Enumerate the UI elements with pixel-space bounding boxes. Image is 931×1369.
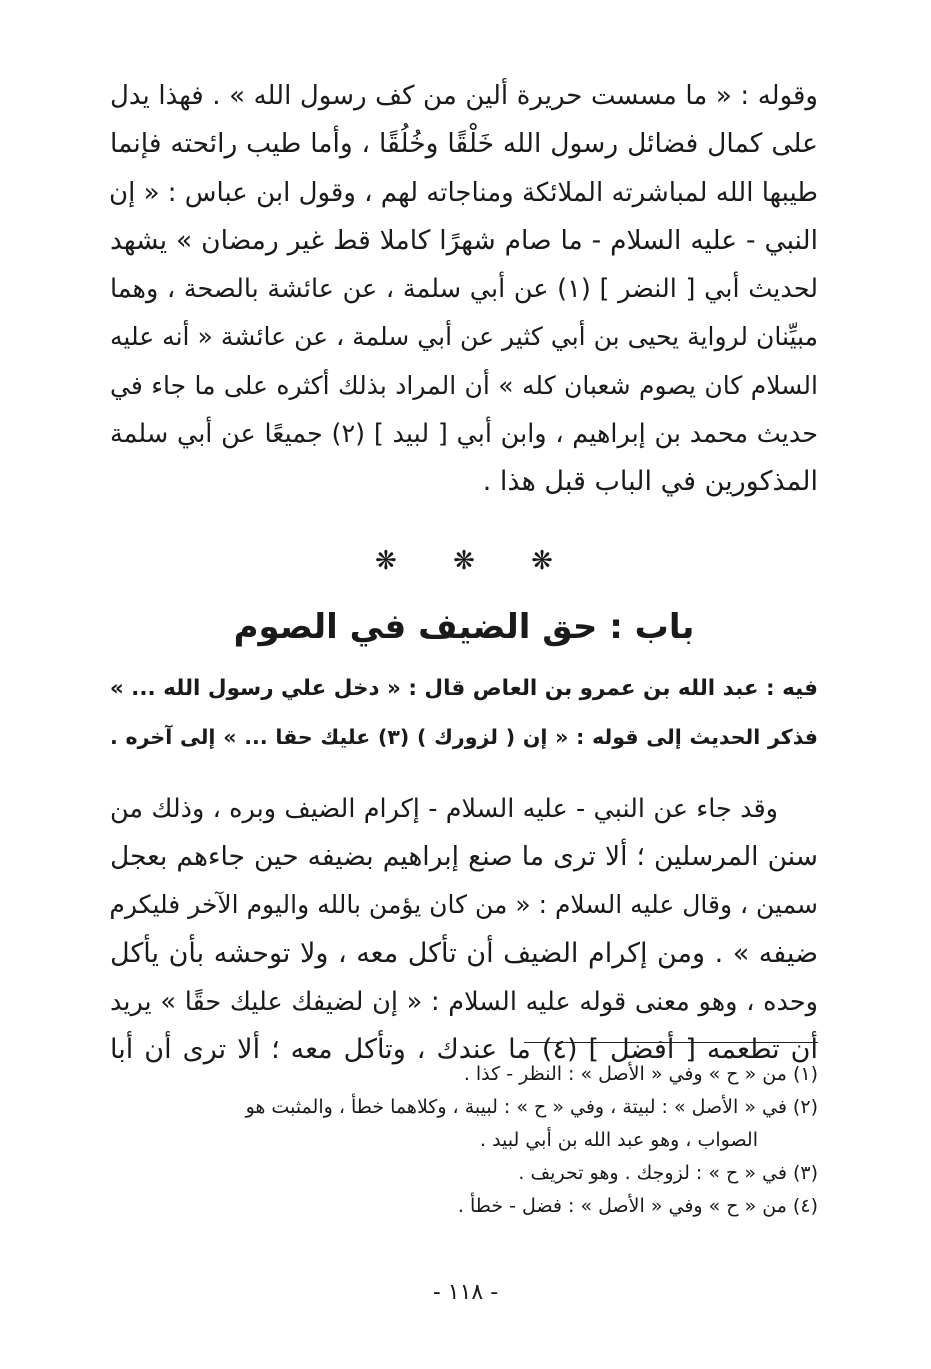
page-body xyxy=(110,72,818,1074)
footnote-1: (١) من « ح » وفي « الأصل » : النظر - كذا . xyxy=(463,1063,818,1085)
page-number: - ١١٨ - xyxy=(432,1280,499,1305)
hadith-intro xyxy=(110,665,818,761)
section-separator xyxy=(110,541,818,581)
asterism-mark: ❋ xyxy=(531,545,553,576)
chapter-heading: باب : حق الضيف في الصوم xyxy=(233,606,695,647)
text-line: على كمال فضائل رسول الله خَلْقًا وخُلُقًا ، وأما طيب رائحته فإنما xyxy=(110,128,818,160)
text-line: وحده ، وهو معنى قوله عليه السلام : « إن لضيفك عليك حقًا » يريد xyxy=(110,986,818,1017)
footnote-2-continued: الصواب ، وهو عبد الله بن أبي لبيد . xyxy=(480,1129,758,1151)
paragraph-top xyxy=(110,72,818,507)
footnote-divider xyxy=(524,1042,818,1043)
asterism-mark: ❋ xyxy=(453,545,475,576)
text-line: وقوله : « ما مسست حريرة ألين من كف رسول الله » . فهذا يدل xyxy=(110,81,818,111)
footnote-4: (٤) من « ح » وفي « الأصل » : فضل - خطأ . xyxy=(457,1195,818,1217)
text-line: مبيِّنان لرواية يحيى بن أبي كثير عن أبي سلمة ، عن عائشة « أنه عليه xyxy=(110,322,818,352)
text-line: السلام كان يصوم شعبان كله » أن المراد بذلك أكثره على ما جاء في xyxy=(110,370,818,400)
footnote-2: (٢) في « الأصل » : لبيتة ، وفي « ح » : لبيبة ، وكلاهما خطأ ، والمثبت هو xyxy=(245,1096,818,1118)
text-line: سنن المرسلين ؛ ألا ترى ما صنع إبراهيم بضيفه حين جاءهم بعجل xyxy=(110,840,818,872)
text-line: طيبها الله لمباشرته الملائكة ومناجاته لهم ، وقول ابن عباس : « إن xyxy=(109,177,818,208)
text-line: ضيفه » . ومن إكرام الضيف أن تأكل معه ، ولا توحشه بأن يأكل xyxy=(110,937,818,969)
text-line: لحديث أبي [ النضر ] (١) عن أبي سلمة ، عن عائشة بالصحة ، وهما xyxy=(110,274,819,305)
footnotes xyxy=(110,1058,818,1223)
text-line: وقد جاء عن النبي - عليه السلام - إكرام الضيف وبره ، وذلك من xyxy=(110,793,778,824)
asterism-mark: ❋ xyxy=(375,545,397,576)
text-line: حديث محمد بن إبراهيم ، وابن أبي [ لبيد ] (٢) جميعًا عن أبي سلمة xyxy=(110,419,818,450)
text-line: سمين ، وقال عليه السلام : « من كان يؤمن بالله واليوم الآخر فليكرم xyxy=(109,890,818,920)
text-line: فيه : عبد الله بن عمرو بن العاص قال : « دخل علي رسول الله ... » xyxy=(109,675,818,701)
text-line: المذكورين في الباب قبل هذا . xyxy=(482,466,818,498)
paragraph-bottom xyxy=(110,785,818,1075)
text-line: النبي - عليه السلام - ما صام شهرًا كاملا قط غير رمضان » يشهد xyxy=(110,224,818,256)
footnote-3: (٣) في « ح » : لزوجك . وهو تحريف . xyxy=(518,1162,818,1184)
text-line: أن تطعمه [ أفضل ] (٤) ما عندك ، وتأكل معه ؛ ألا ترى أن أبا xyxy=(110,1034,819,1066)
text-line: فذكر الحديث إلى قوله : « إن ( لزورك ) (٣) عليك حقا ... » إلى آخره . xyxy=(110,724,818,749)
